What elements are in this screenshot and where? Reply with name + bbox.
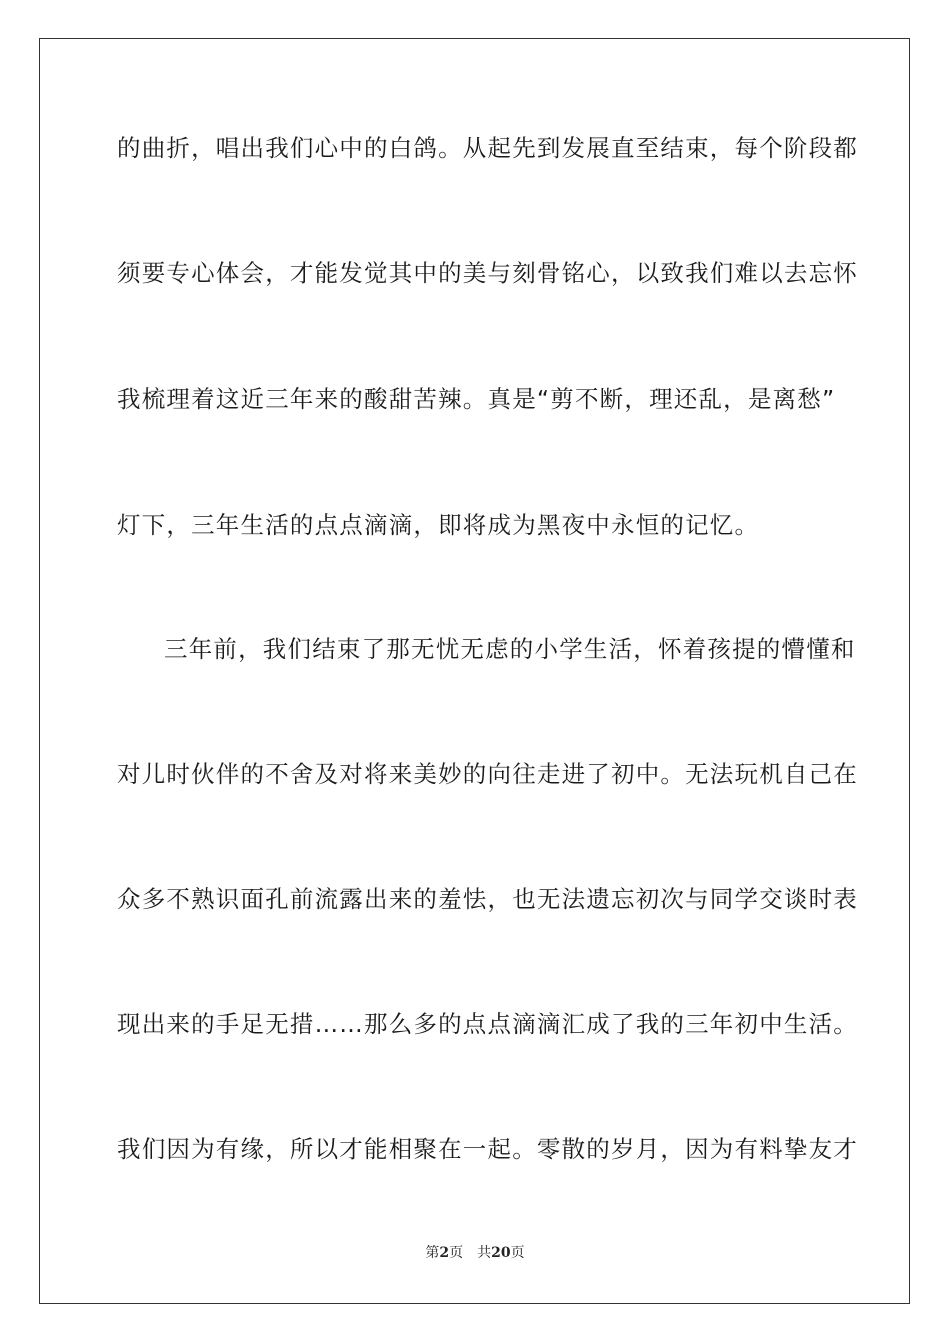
page-footer <box>0 1244 950 1262</box>
total-pages: 20 <box>491 1245 511 1261</box>
page-prefix: 第 <box>425 1245 440 1261</box>
page-border <box>39 38 910 1304</box>
body-line-5: 三年前，我们结束了那无忧无虑的小学生活，怀着孩提的懵懂和 <box>164 635 856 663</box>
page-suffix: 页 <box>449 1245 464 1261</box>
body-line-4: 灯下，三年生活的点点滴滴，即将成为黑夜中永恒的记忆。 <box>117 511 760 539</box>
body-line-8: 现出来的手足无措……那么多的点点滴滴汇成了我的三年初中生活。 <box>117 1010 858 1038</box>
body-line-7: 众多不熟识面孔前流露出来的羞怯，也无法遗忘初次与同学交谈时表 <box>117 885 858 913</box>
body-line-6: 对儿时伙伴的不舍及对将来美妙的向往走进了初中。无法玩机自己在 <box>117 760 858 788</box>
body-line-1: 的曲折，唱出我们心中的白鸽。从起先到发展直至结束，每个阶段都 <box>117 134 858 162</box>
body-line-2: 须要专心体会，才能发觉其中的美与刻骨铭心，以致我们难以去忘怀 <box>117 259 858 287</box>
page-number: 2 <box>439 1245 450 1261</box>
body-line-9: 我们因为有缘，所以才能相聚在一起。零散的岁月，因为有料挚友才 <box>117 1135 858 1163</box>
total-prefix: 共 <box>477 1245 492 1261</box>
body-line-3: 我梳理着这近三年来的酸甜苦辣。真是“剪不断，理还乱，是离愁” <box>117 385 836 413</box>
total-suffix: 页 <box>510 1245 525 1261</box>
